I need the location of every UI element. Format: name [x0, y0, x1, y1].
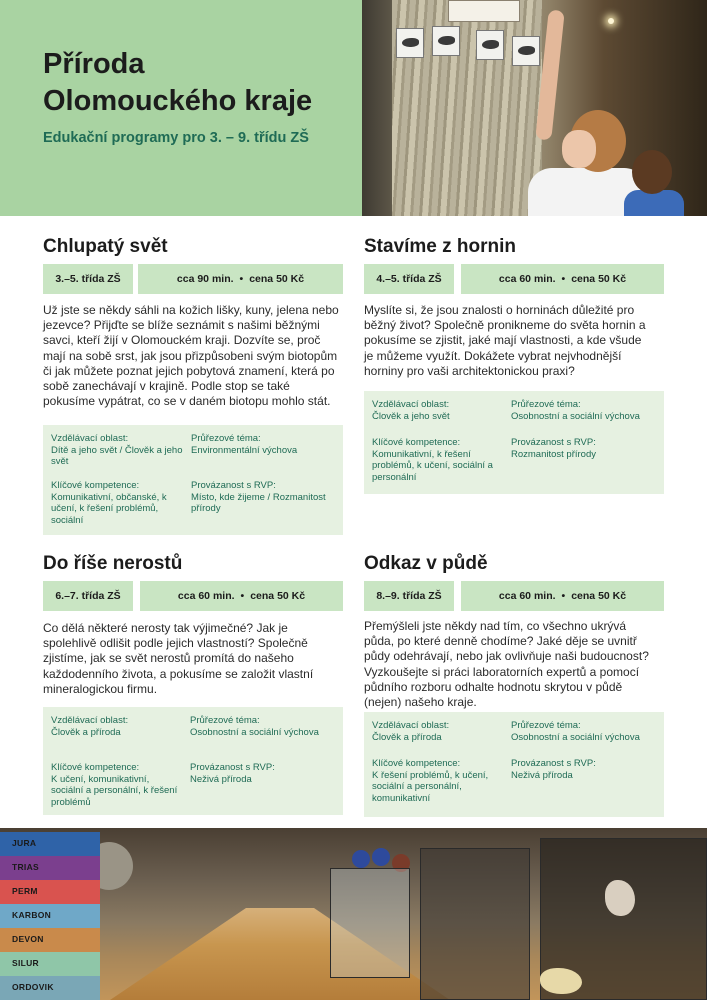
program-tags [364, 581, 664, 611]
rvp-value: Neživá příroda [190, 773, 252, 785]
program-title: Odkaz v půdě [364, 553, 488, 574]
child-face [562, 130, 596, 168]
theme-block [191, 433, 336, 456]
area-block [51, 715, 186, 738]
rvp-label: Provázanost s RVP: [511, 437, 596, 448]
duration: cca 60 min. [498, 590, 556, 602]
bird-card [396, 28, 424, 58]
program-title: Chlupatý svět [43, 236, 168, 257]
rvp-block [190, 762, 340, 785]
competence-label: Klíčové kompetence: [372, 437, 461, 448]
program-info-box [43, 707, 343, 815]
rock-specimen [605, 880, 635, 916]
bird-card [476, 30, 504, 60]
competence-value: K učení, komunikativní, sociální a personální, k řešení problémů [51, 773, 178, 808]
area-block [372, 720, 507, 743]
program-tags [43, 581, 343, 611]
program-chlupaty-svet [43, 235, 343, 535]
rvp-value: Rozmanitost přírody [511, 448, 597, 460]
theme-label: Průřezové téma: [190, 715, 260, 726]
stratum: ORDOVIK [0, 976, 100, 1000]
page-subtitle: Edukační programy pro 3. – 9. třídu ZŠ [43, 130, 309, 146]
grade-tag: 6.–7. třída ZŠ [43, 581, 133, 611]
competence-label: Klíčové kompetence: [51, 480, 140, 491]
duration: cca 60 min. [177, 590, 235, 602]
area-label: Vzdělávací oblast: [51, 433, 129, 444]
bird-icon [402, 38, 419, 47]
theme-value: Osobnostní a sociální výchova [511, 731, 640, 743]
museum-photo [0, 828, 707, 1000]
price: cena 50 Kč [249, 273, 305, 285]
bird-icon [518, 46, 535, 55]
duration-price-tag [461, 581, 664, 611]
program-do-rise-nerostu [43, 552, 343, 817]
program-odkaz-v-pude [364, 552, 664, 817]
display-case [330, 868, 410, 978]
stratum: DEVON [0, 928, 100, 952]
title-line-2: Olomouckého kraje [43, 85, 313, 117]
area-label: Vzdělávací oblast: [51, 715, 129, 726]
stratum: PERM [0, 880, 100, 904]
duration-price-tag [138, 264, 343, 294]
area-value: Člověk a příroda [51, 726, 121, 738]
rvp-block [511, 437, 661, 460]
program-stavime-z-hornin [364, 235, 664, 495]
duration: cca 90 min. [176, 273, 234, 285]
theme-label: Průřezové téma: [511, 720, 581, 731]
stratum: KARBON [0, 904, 100, 928]
competence-block [372, 437, 507, 483]
program-info-box [364, 712, 664, 817]
duration: cca 60 min. [498, 273, 556, 285]
area-label: Vzdělávací oblast: [372, 399, 450, 410]
area-value: Dítě a jeho svět / Člověk a jeho svět [51, 444, 183, 468]
price: cena 50 Kč [571, 590, 627, 602]
program-info-box [364, 391, 664, 494]
rvp-block [191, 480, 341, 515]
page-title [43, 46, 312, 120]
duration-price-tag [140, 581, 343, 611]
grade-tag: 8.–9. třída ZŠ [364, 581, 454, 611]
program-tags [364, 264, 664, 294]
bird-icon [482, 40, 499, 49]
competence-value: Komunikativní, občanské, k učení, k řešení problémů, sociální [51, 491, 167, 526]
theme-block [511, 399, 661, 422]
program-description: Už jste se někdy sáhli na kožich lišky, kuny, jelena nebo jezevce? Přijďte se blíže seznámit s našimi běžnými savci, kteří žijí v Olomouckém kraji. Dozvíte se, proč mají na sobě srst, jak jsou přizpůsobeni svým biotopům či jak můžete poznat jejich pobytová znamení, která po sobě zanechávají v krajině. Podle stop se také pokusíme vypátrat, co se v daném biotopu mohlo stát. [43, 303, 339, 409]
program-title: Do říše nerostů [43, 553, 183, 574]
grade-tag: 3.–5. třída ZŠ [43, 264, 133, 294]
competence-value: K řešení problémů, k učení, sociální a personální, komunikativní [372, 769, 489, 804]
theme-value: Osobnostní a sociální výchova [511, 410, 640, 422]
theme-value: Environmentální výchova [191, 444, 298, 456]
ceiling-light [608, 18, 614, 24]
header-panel [0, 0, 362, 216]
competence-label: Klíčové kompetence: [51, 762, 140, 773]
bird-card [512, 36, 540, 66]
duration-price-tag [461, 264, 664, 294]
price: cena 50 Kč [571, 273, 627, 285]
bullet-separator: • [240, 590, 245, 602]
child-figure-2 [624, 190, 684, 216]
area-block [372, 399, 507, 422]
rvp-label: Provázanost s RVP: [190, 762, 275, 773]
theme-label: Průřezové téma: [191, 433, 261, 444]
price: cena 50 Kč [250, 590, 306, 602]
stratum: SILUR [0, 952, 100, 976]
header [0, 0, 707, 216]
tree-sign [448, 0, 520, 22]
rvp-block [511, 758, 661, 781]
competence-label: Klíčové kompetence: [372, 758, 461, 769]
program-description: Co dělá některé nerosty tak výjimečné? Jak je spolehlivě odlišit podle jejich vlastností? Společně zjistíme, jak se svět nerostů promítá do našeho každodenního života, a pokusíme se založit vlastní mineralogickou firmu. [43, 621, 314, 696]
rvp-label: Provázanost s RVP: [511, 758, 596, 769]
theme-label: Průřezové téma: [511, 399, 581, 410]
area-value: Člověk a příroda [372, 731, 442, 743]
rvp-value: Místo, kde žijeme / Rozmanitost přírody [191, 491, 326, 515]
child-head-2 [632, 150, 672, 194]
area-label: Vzdělávací oblast: [372, 720, 450, 731]
bird-icon [438, 36, 455, 45]
program-tags [43, 264, 343, 294]
bullet-separator: • [239, 273, 244, 285]
title-line-1: Příroda [43, 48, 145, 80]
competence-block [372, 758, 504, 804]
bullet-separator: • [561, 273, 566, 285]
area-block [51, 433, 186, 468]
grade-tag: 4.–5. třída ZŠ [364, 264, 454, 294]
globe-exhibit [372, 848, 390, 866]
rvp-value: Neživá příroda [511, 769, 573, 781]
program-info-box [43, 425, 343, 535]
header-photo [362, 0, 707, 216]
stratum: TRIAS [0, 856, 100, 880]
area-value: Člověk a jeho svět [372, 410, 450, 422]
theme-block [511, 720, 661, 743]
competence-block [51, 762, 181, 808]
theme-block [190, 715, 335, 738]
competence-block [51, 480, 186, 526]
program-title: Stavíme z hornin [364, 236, 517, 257]
globe-exhibit [352, 850, 370, 868]
theme-value: Osobnostní a sociální výchova [190, 726, 319, 738]
display-case [420, 848, 530, 1000]
program-description: Přemýšleli jste někdy nad tím, co všechno ukrývá půda, po které denně chodíme? Jaké děje se uvnitř půdy odehrávají, nebo jak ovlivňuje naši budoucnost? Vyzkoušejte si práci laboratorních expertů a pomocí půdního rozboru odhalte hodnotu skrytou v půdě (nejen) našeho kraje. [364, 619, 649, 710]
rvp-label: Provázanost s RVP: [191, 480, 276, 491]
bird-card [432, 26, 460, 56]
program-description: Myslíte si, že jsou znalosti o horninách důležité pro běžný život? Společně pronikneme do světa hornin a pokusíme se zjistit, jaké mají vlastnosti, a kde všude je můžeme využít. Dokážete vybrat nejvhodnější horniny pro vaši architektonickou praxi? [364, 303, 646, 378]
geologic-strata [0, 828, 100, 1000]
bullet-separator: • [561, 590, 566, 602]
competence-value: Komunikativní, k řešení problémů, k učení, sociální a personální [372, 448, 493, 483]
rock-specimen [540, 968, 582, 994]
stratum: JURA [0, 832, 100, 856]
